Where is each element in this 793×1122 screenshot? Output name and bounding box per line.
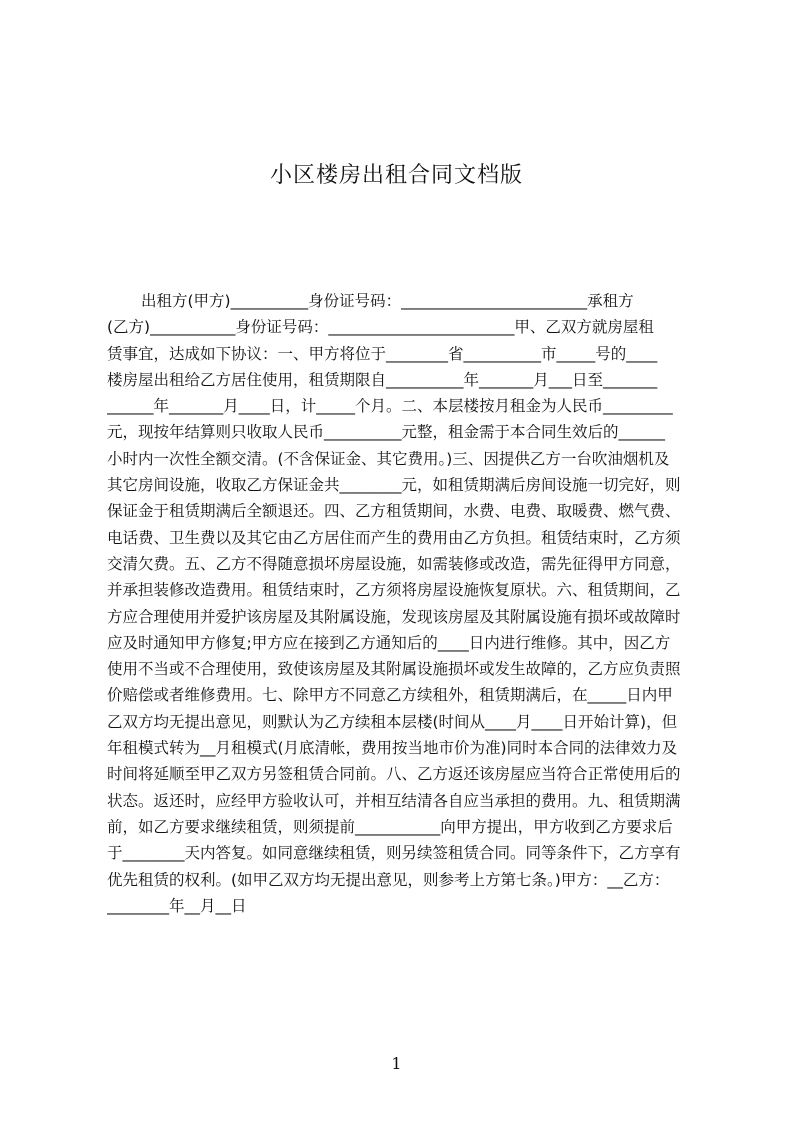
contract-line: 年租模式转为__月租模式(月底清帐，费用按当地市价为准)同时本合同的法律效力及: [107, 739, 678, 758]
contract-line: ______年_______月____日，计_____个月。二、本层楼按月租金为人民币_________: [107, 397, 673, 416]
contract-line: 价赔偿或者维修费用。七、除甲方不同意乙方续租外，租赁期满后，在_____日内甲: [107, 686, 673, 705]
contract-body: [107, 288, 698, 919]
contract-line: 出租方(甲方)__________身份证号码：________________________承租方: [141, 292, 634, 310]
contract-line: 交清欠费。五、乙方不得随意损坏房屋设施，如需装修或改造，需先征得甲方同意，: [107, 554, 681, 573]
contract-line: 应及时通知甲方修复;甲方应在接到乙方通知后的____日内进行维修。其中，因乙方: [107, 633, 671, 652]
page-number: 1: [391, 1054, 402, 1073]
contract-line: 楼房屋出租给乙方居住使用，租赁期限自__________年_______月___日至_______: [107, 370, 658, 389]
contract-line: 保证金于租赁期满后全额退还。四、乙方租赁期间，水费、电费、取暖费、燃气费、: [107, 502, 681, 521]
contract-line: 小时内一次性全额交清。(不含保证金、其它费用。)三、因提供乙方一台吹油烟机及: [107, 449, 670, 468]
contract-line: 乙双方均无提出意见，则默认为乙方续租本层楼(时间从____月____日开始计算)，但: [107, 712, 678, 731]
contract-line: 并承担装修改造费用。租赁结束时，乙方须将房屋设施恢复原状。六、租赁期间，乙: [107, 581, 681, 600]
contract-line: 其它房间设施，收取乙方保证金共________元，如租赁期满后房间设施一切完好，则: [107, 476, 681, 495]
contract-line: 元，现按年结算则只收取人民币__________元整，租金需于本合同生效后的______: [107, 423, 666, 442]
document-title: 小区楼房出租合同文档版: [269, 162, 523, 188]
contract-line: 电话费、卫生费以及其它由乙方居住而产生的费用由乙方负担。租赁结束时，乙方须: [107, 528, 681, 547]
contract-line: ________年__月__日: [107, 896, 247, 915]
contract-line: 优先租赁的权利。(如甲乙双方均无提出意见，则参考上方第七条。)甲方：__乙方：: [107, 870, 670, 889]
contract-line: 使用不当或不合理使用，致使该房屋及其附属设施损坏或发生故障的，乙方应负责照: [107, 660, 681, 679]
contract-line: 赁事宜，达成如下协议：一、甲方将位于________省__________市_____号的____: [107, 344, 658, 363]
contract-line: (乙方)___________身份证号码：________________________甲、乙双方就房屋租: [107, 318, 654, 337]
contract-line: 方应合理使用并爱护该房屋及其附属设施，发现该房屋及其附属设施有损坏或故障时: [107, 607, 681, 626]
contract-line: 时间将延顺至甲乙双方另签租赁合同前。八、乙方返还该房屋应当符合正常使用后的: [107, 765, 681, 784]
contract-line: 状态。返还时，应经甲方验收认可，并相互结清各自应当承担的费用。九、租赁期满: [107, 791, 681, 810]
contract-line: 于________天内答复。如同意继续租赁，则另续签租赁合同。同等条件下，乙方享有: [107, 844, 681, 863]
contract-line: 前，如乙方要求继续租赁，则须提前___________向甲方提出，甲方收到乙方要求后: [107, 817, 673, 836]
